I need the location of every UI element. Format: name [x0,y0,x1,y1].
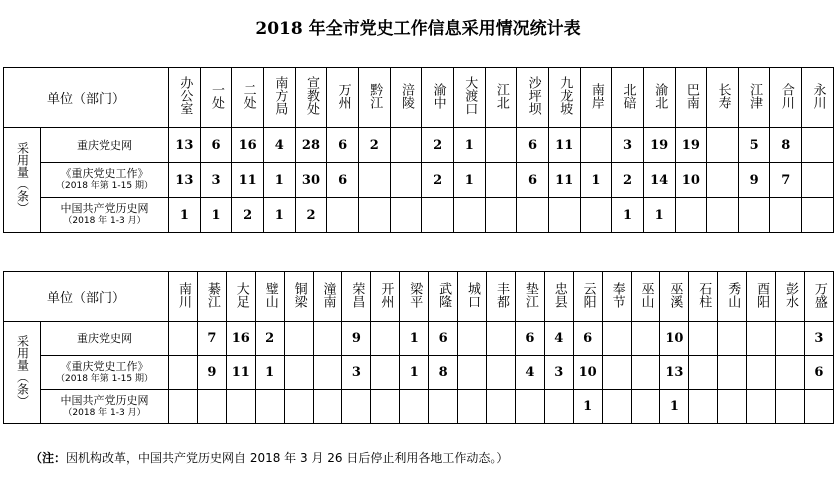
value-cell: 6 [515,322,544,356]
value-cell: 13 [169,128,201,163]
table-row [4,163,834,198]
value-cell: 1 [660,390,689,424]
value-cell [602,390,631,424]
value-cell [631,356,660,390]
volume-side-label [4,322,41,424]
column-header-label: 梁平 [407,281,423,308]
column-header-label: 南岸 [588,82,604,109]
value-cell [169,356,198,390]
value-cell [689,390,718,424]
value-cell: 1 [169,198,201,233]
value-cell [602,356,631,390]
value-cell: 11 [548,128,580,163]
column-header-label: 酉阳 [754,281,770,308]
value-cell [802,198,834,233]
column-header [548,68,580,128]
value-cell: 1 [643,198,675,233]
value-cell [718,356,747,390]
column-header-label: 合川 [778,82,794,109]
value-cell: 10 [573,356,602,390]
value-cell [776,322,805,356]
unit-header: 单位（部门） [4,68,169,128]
value-cell: 1 [400,356,429,390]
value-cell: 3 [200,163,232,198]
value-cell [400,390,429,424]
value-cell: 6 [517,128,549,163]
value-cell [747,356,776,390]
value-cell: 4 [544,322,573,356]
value-cell [313,390,342,424]
value-cell [738,198,770,233]
column-header [486,272,515,322]
value-cell [255,390,284,424]
value-cell [707,128,739,163]
value-cell: 30 [295,163,327,198]
column-header-label: 巫溪 [667,281,683,308]
value-cell: 6 [327,163,359,198]
value-cell [358,163,390,198]
value-cell: 3 [804,322,833,356]
page-title: 2018 年全市党史工作信息采用情况统计表 [255,19,581,39]
volume-side-text: 采用量（条） [15,334,30,407]
column-header-label: 沙坪坝 [525,76,541,115]
column-header-label: 黔江 [367,82,383,109]
column-header [612,68,644,128]
column-header-label: 渝中 [430,82,446,109]
column-header-label: 巫山 [638,281,654,308]
volume-side-label [4,128,41,233]
column-header-label: 南方局 [272,76,288,115]
column-header-label: 云阳 [580,281,596,308]
value-cell [486,356,515,390]
row-label [41,128,169,163]
row-label [41,198,169,233]
value-cell: 6 [429,322,458,356]
value-cell [580,198,612,233]
value-cell: 16 [232,128,264,163]
value-cell [169,322,198,356]
value-cell [358,198,390,233]
value-cell: 6 [804,356,833,390]
value-cell: 16 [226,322,255,356]
value-cell [371,390,400,424]
column-header-label: 城口 [465,281,481,308]
column-header [390,68,422,128]
value-cell: 4 [515,356,544,390]
value-cell [197,390,226,424]
value-cell: 7 [770,163,802,198]
value-cell [390,128,422,163]
value-cell [371,322,400,356]
row-label-sub: （2018 年第 1-15 期） [56,181,153,191]
value-cell [390,163,422,198]
value-cell [485,128,517,163]
value-cell: 3 [342,356,371,390]
value-cell: 8 [429,356,458,390]
column-header-label: 江津 [747,82,763,109]
value-cell [580,128,612,163]
row-label-main: 重庆党史网 [77,332,132,345]
column-header [255,272,284,322]
column-header-label: 长寿 [715,82,731,109]
column-header-label: 万州 [335,82,351,109]
row-label-sub: （2018 年第 1-15 期） [56,373,153,384]
column-header [371,272,400,322]
table-row [4,198,834,233]
value-cell [802,163,834,198]
column-header [738,68,770,128]
value-cell: 6 [200,128,232,163]
row-label-main: 《重庆党史工作》 [60,359,149,373]
value-cell: 9 [738,163,770,198]
value-cell: 6 [517,163,549,198]
value-cell: 2 [255,322,284,356]
column-header-label: 开州 [378,281,394,308]
column-header-label: 璧山 [262,281,278,308]
value-cell: 2 [232,198,264,233]
value-cell [422,198,454,233]
column-header-label: 南川 [175,281,191,308]
value-cell: 8 [770,128,802,163]
value-cell [517,198,549,233]
value-cell: 1 [612,198,644,233]
column-header [327,68,359,128]
value-cell: 4 [263,128,295,163]
column-header [284,272,313,322]
row-label [41,322,169,356]
unit-header: 单位（部门） [4,272,169,322]
value-cell: 3 [544,356,573,390]
column-header-label: 二处 [240,82,256,109]
value-cell: 2 [358,128,390,163]
value-cell: 1 [255,356,284,390]
value-cell [313,322,342,356]
column-header-label: 大足 [233,281,249,308]
column-header [342,272,371,322]
value-cell [631,322,660,356]
column-header-label: 忠县 [551,281,567,308]
value-cell: 1 [453,128,485,163]
column-header [602,272,631,322]
value-cell: 6 [573,322,602,356]
value-cell: 1 [400,322,429,356]
value-cell [390,198,422,233]
column-header [643,68,675,128]
value-cell [327,198,359,233]
value-cell [429,390,458,424]
value-cell [718,322,747,356]
value-cell: 9 [342,322,371,356]
value-cell: 2 [422,163,454,198]
value-cell [689,356,718,390]
header-row [4,272,834,322]
value-cell [371,356,400,390]
value-cell [169,390,198,424]
value-cell [485,198,517,233]
value-cell [486,390,515,424]
column-header-label: 荣昌 [349,281,365,308]
value-cell: 2 [295,198,327,233]
value-cell: 14 [643,163,675,198]
value-cell [689,322,718,356]
column-header-label: 北碚 [620,82,636,109]
column-header-label: 大渡口 [462,76,478,115]
column-header [776,272,805,322]
table-row [4,356,834,390]
value-cell [458,322,487,356]
value-cell [631,390,660,424]
column-header [169,68,201,128]
value-cell [770,198,802,233]
value-cell [313,356,342,390]
column-header [458,272,487,322]
value-cell: 13 [169,163,201,198]
value-cell [486,322,515,356]
value-cell [453,198,485,233]
column-header-label: 万盛 [811,281,827,308]
value-cell: 1 [263,198,295,233]
value-cell [458,356,487,390]
value-cell: 2 [612,163,644,198]
column-header [197,272,226,322]
row-label [41,163,169,198]
value-cell: 11 [232,163,264,198]
column-header [660,272,689,322]
column-header [515,272,544,322]
value-cell: 28 [295,128,327,163]
column-header-label: 江北 [493,82,509,109]
column-header-label: 綦江 [204,281,220,308]
column-header-label: 一处 [209,82,224,109]
column-header-label: 彭水 [783,281,798,308]
column-header-label: 垫江 [522,281,538,308]
value-cell: 2 [422,128,454,163]
column-header [400,272,429,322]
column-header [573,272,602,322]
column-header-label: 渝北 [652,82,668,109]
row-label-main: 重庆党史网 [77,138,132,152]
value-cell: 11 [226,356,255,390]
column-header [675,68,707,128]
value-cell [707,163,739,198]
value-cell [747,322,776,356]
column-header [517,68,549,128]
column-header [747,272,776,322]
column-header [358,68,390,128]
column-header [804,272,833,322]
value-cell [515,390,544,424]
value-cell: 10 [675,163,707,198]
table-row [4,390,834,424]
value-cell: 10 [660,322,689,356]
value-cell: 9 [197,356,226,390]
value-cell: 6 [327,128,359,163]
row-label [41,356,169,390]
column-header-label: 石柱 [696,281,712,308]
value-cell: 1 [263,163,295,198]
value-cell [747,390,776,424]
column-header [169,272,198,322]
column-header-label: 秀山 [725,281,741,308]
column-header [544,272,573,322]
column-header [232,68,264,128]
column-header [485,68,517,128]
value-cell: 19 [675,128,707,163]
value-cell [675,198,707,233]
row-label-sub: （2018 年 1-3 月） [63,216,146,226]
row-label-main: 中国共产党历史网 [60,202,149,215]
value-cell [776,356,805,390]
value-cell [544,390,573,424]
column-header-label: 永川 [810,82,826,109]
column-header [200,68,232,128]
column-header [263,68,295,128]
value-cell [284,390,313,424]
value-cell [602,322,631,356]
column-header [802,68,834,128]
column-header-label: 涪陵 [398,82,414,109]
value-cell: 5 [738,128,770,163]
footnote-prefix: （注： [30,451,67,465]
value-cell: 1 [580,163,612,198]
column-header [422,68,454,128]
column-header-label: 铜梁 [291,281,307,308]
row-label-main: 《重庆党史工作》 [60,167,149,180]
column-header [707,68,739,128]
table-row [4,322,834,356]
volume-side-text: 采用量（条） [15,142,30,214]
column-header-label: 巴南 [683,82,699,109]
row-label-main: 中国共产党历史网 [60,393,149,407]
header-row [4,68,834,128]
column-header [295,68,327,128]
value-cell [707,198,739,233]
column-header-label: 奉节 [609,281,625,308]
value-cell [804,390,833,424]
column-header [718,272,747,322]
column-header [580,68,612,128]
column-header-label: 丰都 [493,281,509,308]
value-cell: 19 [643,128,675,163]
value-cell [284,356,313,390]
value-cell [342,390,371,424]
value-cell [485,163,517,198]
column-header-label: 办公室 [177,76,193,115]
column-header-label: 潼南 [320,281,336,308]
value-cell: 11 [548,163,580,198]
value-cell [458,390,487,424]
column-header [689,272,718,322]
column-header-label: 武隆 [436,281,452,308]
value-cell [284,322,313,356]
row-label [41,390,169,424]
column-header-label: 宣教处 [303,76,319,115]
table-row [4,128,834,163]
value-cell: 1 [453,163,485,198]
value-cell [802,128,834,163]
column-header [770,68,802,128]
value-cell [718,390,747,424]
value-cell: 13 [660,356,689,390]
stats-table-2 [3,271,834,424]
value-cell [776,390,805,424]
value-cell: 1 [573,390,602,424]
column-header [313,272,342,322]
stats-table-1 [3,67,834,233]
column-header [631,272,660,322]
column-header [429,272,458,322]
column-header [226,272,255,322]
value-cell: 1 [200,198,232,233]
column-header-label: 九龙坡 [557,76,573,115]
value-cell: 7 [197,322,226,356]
row-label-sub: （2018 年 1-3 月） [63,407,146,418]
footnote-text: 因机构改革，中国共产党历史网自 2018 年 3 月 26 日后停止利用各地工作动态。） [66,451,509,465]
value-cell: 3 [612,128,644,163]
footnote [30,449,508,466]
column-header [453,68,485,128]
value-cell [548,198,580,233]
value-cell [226,390,255,424]
